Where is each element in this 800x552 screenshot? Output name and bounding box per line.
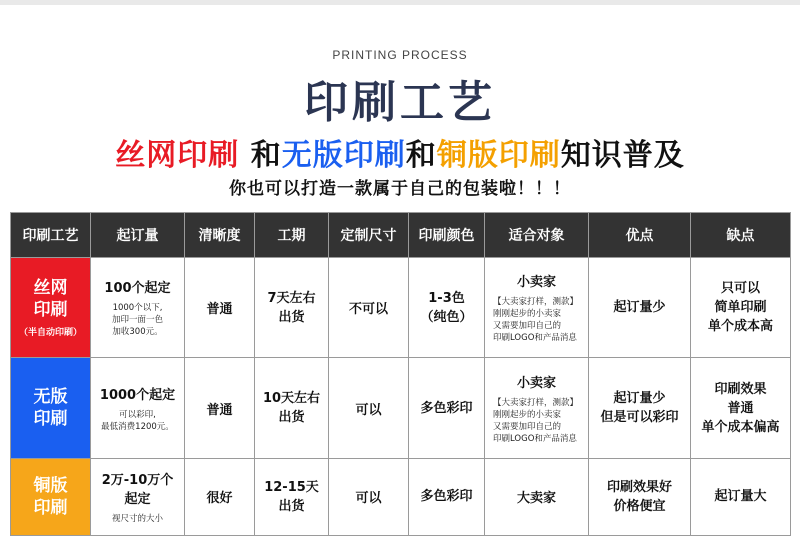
table-row (11, 458, 791, 535)
lead-time-cell: 12-15天 出货 (255, 458, 329, 535)
pros-cell: 起订量少 但是可以彩印 (589, 358, 691, 458)
headline-join-1: 和 (239, 138, 282, 173)
process-cell: 无版 印刷 (11, 358, 91, 458)
column-header: 缺点 (691, 213, 791, 258)
print-colors-cell: 1-3色 （纯色） (409, 258, 485, 358)
moq-cell: 1000个起定 可以彩印, 最低消费1200元。 (91, 358, 185, 458)
top-divider-bar (0, 0, 800, 5)
headline-suffix: 知识普及 (560, 138, 685, 173)
headline-silk-screen: 丝网印刷 (115, 138, 240, 173)
clarity-cell: 普通 (185, 358, 255, 458)
column-header: 起订量 (91, 213, 185, 258)
pros-cell: 起订量少 (589, 258, 691, 358)
moq-cell: 2万-10万个 起定 视尺寸的大小 (91, 458, 185, 535)
table-row (11, 358, 791, 458)
target-cell: 大卖家 (485, 458, 589, 535)
headline-coated: 铜版印刷 (436, 138, 561, 173)
process-cell: 铜版 印刷 (11, 458, 91, 535)
target-cell: 小卖家 【大卖家打样，测款】 刚刚起步的小卖家 又需要加印自己的 印刷LOGO和产品消息 (485, 358, 589, 458)
custom-size-cell: 不可以 (329, 258, 409, 358)
section-subtitle-en: PRINTING PROCESS (332, 48, 468, 62)
column-header: 定制尺寸 (329, 213, 409, 258)
lead-time-cell: 7天左右 出货 (255, 258, 329, 358)
pros-cell: 印刷效果好 价格便宜 (589, 458, 691, 535)
process-cell: 丝网 印刷 （半自动印刷） (11, 258, 91, 358)
column-header: 适合对象 (485, 213, 589, 258)
column-header: 工期 (255, 213, 329, 258)
headline-plateless: 无版印刷 (281, 138, 406, 173)
table-header-row (11, 213, 791, 258)
cons-cell: 只可以 简单印刷 单个成本高 (691, 258, 791, 358)
page-title: 印刷工艺 (304, 77, 496, 128)
moq-cell: 100个起定 1000个以下, 加印一面一色 加收300元。 (91, 258, 185, 358)
clarity-cell: 很好 (185, 458, 255, 535)
column-header: 印刷颜色 (409, 213, 485, 258)
print-colors-cell: 多色彩印 (409, 458, 485, 535)
lead-time-cell: 10天左右 出货 (255, 358, 329, 458)
print-colors-cell: 多色彩印 (409, 358, 485, 458)
custom-size-cell: 可以 (329, 358, 409, 458)
column-header: 优点 (589, 213, 691, 258)
headline-join-2: 和 (405, 138, 437, 173)
cons-cell: 起订量大 (691, 458, 791, 535)
headline (0, 130, 800, 174)
clarity-cell: 普通 (185, 258, 255, 358)
process-comparison-table (10, 212, 791, 536)
tagline: 你也可以打造一款属于自己的包装啦！！！ (229, 179, 571, 199)
cons-cell: 印刷效果 普通 单个成本偏高 (691, 358, 791, 458)
target-cell: 小卖家 【大卖家打样，测款】 刚刚起步的小卖家 又需要加印自己的 印刷LOGO和产品消息 (485, 258, 589, 358)
column-header: 清晰度 (185, 213, 255, 258)
column-header: 印刷工艺 (11, 213, 91, 258)
custom-size-cell: 可以 (329, 458, 409, 535)
table-row (11, 258, 791, 358)
